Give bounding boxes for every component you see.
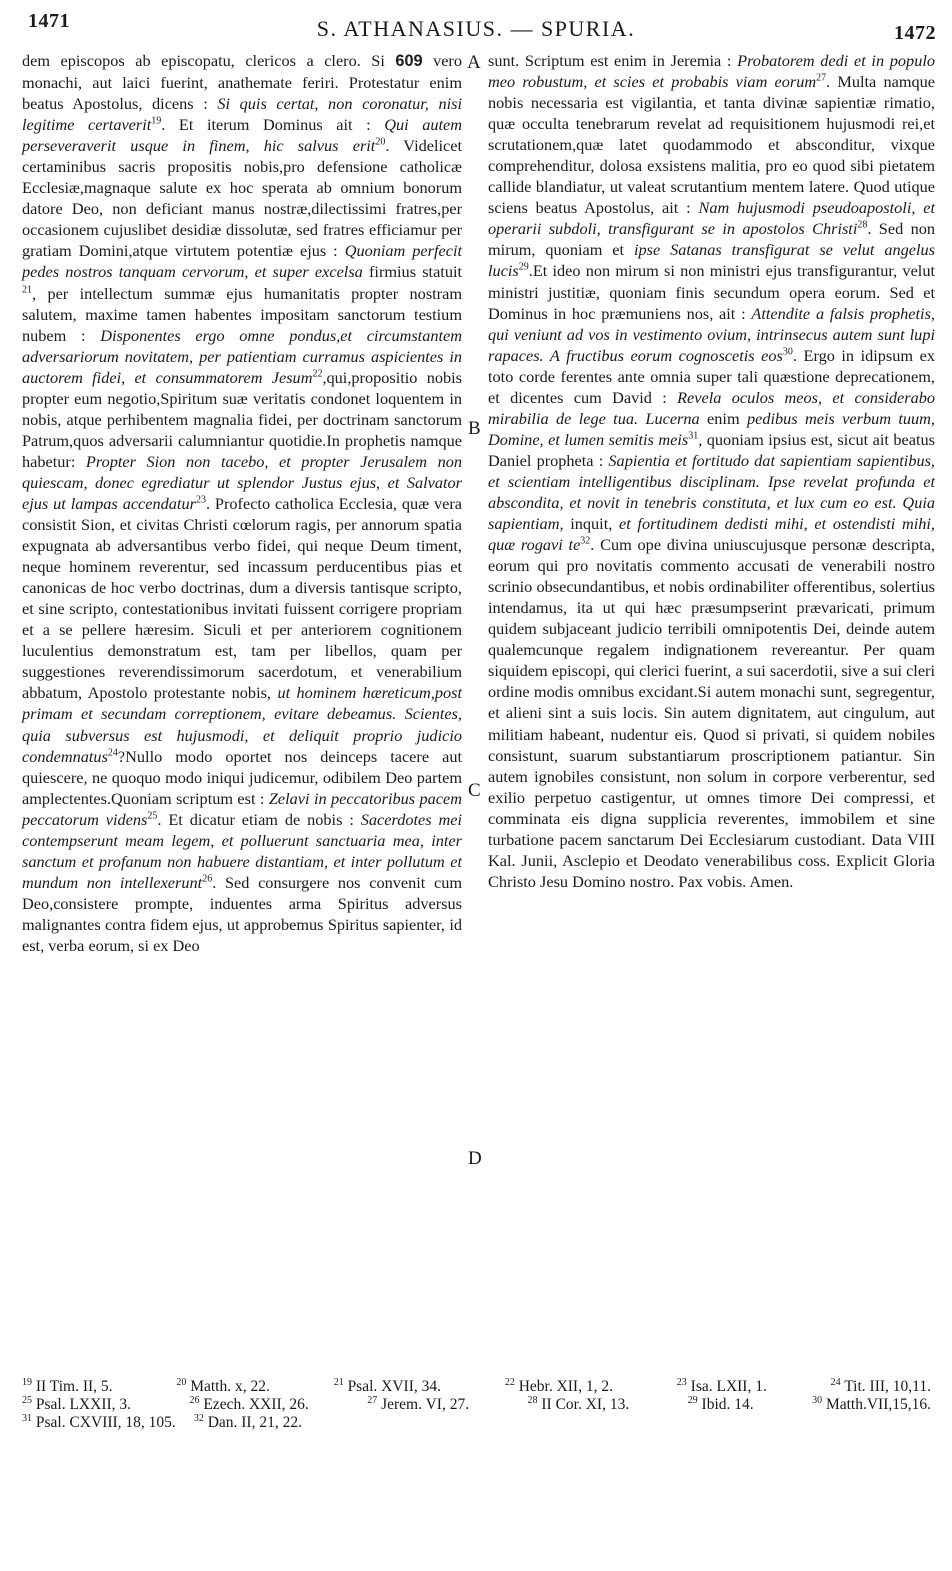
scripture-quote: et fortitudinem dedisti mihi, et ostendisti mihi, quæ rogavi te (488, 514, 935, 555)
body-text: sunt. Scriptum est enim in Jeremia : (488, 51, 738, 70)
body-text: , per intellectum summæ ejus humanitatis propter nostram salutem, maxime tamen habentes impositam sanctorum testium nubem : (22, 283, 462, 345)
scripture-quote: Qui autem perseveraverit usque in finem, hic salvus erit (22, 115, 462, 156)
body-text: . Cum ope divina uniuscujusque personæ descripta, eorum qui pro novitatis commento accusati de venerabili nostro scrinio obsecundantibus, et nobis ordinabiliter offerentibus, solertius intendamus, ita ut qui hæc præsumpserint prævaricati, primum quidem subjaceant judicio terribili omnipotentis Dei, deinde autem qualemcunque regalem indignationem revereantur. Per quam siquidem episcopi, qui clerici fuerint, a sui sacerdotii, sive a sui cleri ordine modis omnibus excidant.Si autem monachi sunt, segregentur, et alieni sint a suis locis. Sin autem dignitatem, aut cingulum, aut militiam habeant, nudentur eis. Quod si privati, si quidem nobiles consistunt, suarum substantiarum proscriptionem patiantur. Sin autem ignobiles consistunt, non solum in corpore verberentur, sed exilio perpetuo castigentur, ut omnes timore Dei compressi, et comminata eis digna supplicia reverentes, immobilem et sine turbatione pacem sanctarum Dei Ecclesiarum custodiant. Data VIII Kal. Junii, Asclepio et Deodato venerabilibus coss. Explicit Gloria Christo Jesu Domino nostro. Pax vobis. Amen. (488, 535, 935, 891)
footnote-citation: Tit. III, 10,11. (840, 1378, 931, 1395)
scripture-quote: Sacerdotes mei contempserunt meam legem, et polluerunt sanctuaria mea, inter sanctum et profanum non habuere distantiam, et inter pollutum et mundum non intellexerunt (22, 809, 462, 892)
footnote (189, 1396, 308, 1414)
body-text: ?Nullo modo oportet nos deinceps tacere aut quiescere, ne quoquo modo iniqui judicemur, odibilem Deo partem amplectentes.Quoniam scriptum est : (22, 746, 462, 808)
footnote (176, 1378, 270, 1396)
right-column-number: 1472 (894, 22, 936, 44)
footnote-number: 26 (189, 1394, 200, 1406)
scripture-quote: Probatorem dedi et in populo meo robustum, et scies et probabis viam eorum (488, 51, 935, 92)
footnote-ref: 21 (22, 284, 32, 296)
footnote-number: 32 (193, 1412, 204, 1424)
body-text: . Profecto catholica Ecclesia, quæ vera consistit Sion, et civitas Christi cœlorum ragis, per annorum spatia expugnata ab adversantibus verbo fidei, qui neque Deum timent, neque hominem reverentur, sed incassum perducentibus pias et canonicas de hoc verbo doctrinas, dum a diversis tantisque scripto, et sine scripto, contestationibus invitati fuissent corrigere propriam et a se pellere hæresim. Siculi et per anteriorem cognitionem luculentius demonstratum est, tam per libellos, quam per suggestiones reverendissimorum sacerdotum, et venerabilium abbatum, Apostolo protestante nobis, (22, 493, 462, 703)
footnote-ref: 22 (312, 368, 323, 380)
footnote-citation: Ibid. 14. (697, 1396, 754, 1413)
footnote-number: 20 (176, 1376, 187, 1388)
scripture-quote: Propter Sion non tacebo, et propter Jerusalem non quiescam, donec egrediatur ut splendor Justus ejus, et Salvator ejus ut lampas accendatur (22, 451, 462, 513)
body-text: .Et ideo non mirum si non ministri ejus transfigurantur, velut ministri justitiæ, quoniam finis secundum opera eorum. Sed et Dominus in hoc præmuniens nos, ait : (488, 261, 935, 323)
footnote-citation: Hebr. XII, 1, 2. (514, 1378, 613, 1395)
footnote (831, 1378, 931, 1396)
footnote-number: 25 (22, 1394, 32, 1406)
footnote-number: 24 (830, 1376, 841, 1388)
scripture-quote: Quoniam perfecit pedes nostros tanquam cervorum, et super excelsa (22, 241, 462, 282)
section-marker-d: D (468, 1148, 482, 1169)
footnote-citation: Isa. LXII, 1. (686, 1378, 767, 1395)
footnote-ref: 29 (518, 262, 529, 274)
footnote-number: 27 (367, 1394, 378, 1406)
body-text: vero monachi, aut laici fuerint, anathemate feriri. Protestatur enim beatus Apostolus, dicens : (22, 51, 462, 114)
body-text: . Multa namque nobis necessaria est vigilantia, et tanta divinæ sapientiæ rimatio, quæ occulta tenebrarum revelat ad requisitionem hujusmodi rei,et scrutationem,quæ latet quodammodo et absconditur, vixque comprehenditur, dolosa exsistens malitia, pro eo quod sibi pietatem callide blandiatur, ut valeat scrutantium mentem latere. Quod utique sciens beatus Apostolus, ait : (488, 72, 936, 218)
footnote (334, 1378, 441, 1396)
scripture-quote: Nam hujusmodi pseudoapostoli, et operarii subdoli, transfigurant se in apostolos Christi (488, 198, 935, 239)
right-text-column (488, 50, 935, 892)
section-marker-a: A (467, 52, 481, 73)
footnote-ref: 28 (857, 219, 868, 231)
footnotes (22, 1378, 937, 1432)
footnote (194, 1414, 302, 1432)
right-column-text (488, 50, 935, 892)
footnote-number: 28 (527, 1394, 538, 1406)
footnote-number: 21 (333, 1376, 344, 1388)
body-text: . Et iterum Dominus ait : (161, 115, 385, 135)
scripture-quote: Attendite a falsis prophetis, qui veniunt ad vos in vestimento ovium, intrinsecus autem sunt lupi rapaces. A fructibus eorum cognoscetis eos (488, 303, 935, 365)
scripture-quote: ipse Satanas transfigurat se velut angelus lucis (488, 240, 936, 281)
footnote-ref: 25 (147, 810, 158, 822)
footnote (22, 1414, 176, 1432)
footnote-ref: 31 (688, 430, 699, 442)
footnote-ref: 27 (816, 72, 827, 84)
left-column-number: 1471 (28, 10, 70, 32)
footnote-citation: Psal. LXXII, 3. (32, 1396, 132, 1413)
footnote-number: 29 (687, 1394, 698, 1406)
left-column-text (22, 50, 462, 956)
footnote-number: 23 (676, 1376, 687, 1388)
original-page-number: 609 (395, 52, 423, 70)
body-text: dem episcopos ab episcopatu, clericos a clero. Si (22, 51, 396, 70)
footnote-number: 30 (812, 1394, 823, 1406)
body-text: . Et dicatur etiam de nobis : (157, 809, 361, 829)
section-marker-b: B (468, 418, 481, 439)
footnote-citation: Psal. CXVIII, 18, 105. (32, 1414, 176, 1431)
footnote-number: 31 (22, 1412, 32, 1424)
footnote-ref: 20 (375, 136, 386, 148)
footnote-number: 22 (504, 1376, 515, 1388)
body-text: . Ergo in idipsum ex toto corde ferentes ante omnia super tali quæstione deprecationem, et dicentes cum David : (488, 345, 935, 407)
footnote-citation: II Tim. II, 5. (32, 1378, 113, 1395)
footnote (22, 1378, 113, 1396)
scripture-quote: Revela oculos meos, et considerabo mirabilia de lege tua. Lucerna (488, 387, 935, 428)
body-text: inquit, (563, 514, 619, 534)
footnote-citation: Ezech. XXII, 26. (199, 1396, 309, 1413)
footnote-citation: Psal. XVII, 34. (343, 1378, 441, 1395)
body-text: . Sed consurgere nos convenit cum Deo,consistere prompte, induentes arma Spiritus adversus malignantes contra fidem ejus, ut approbemus Spiritus sapienter, id est, verba eorum, si ex Deo (22, 872, 463, 955)
footnote (505, 1378, 613, 1396)
body-text: firmius statuit (362, 262, 463, 282)
scripture-quote: Zelavi in peccatoribus pacem peccatorum videns (22, 788, 462, 829)
footnote-ref: 19 (151, 115, 162, 127)
footnote-row (22, 1378, 937, 1396)
scripture-quote: Disponentes ergo omne pondus,et circumstantem adversariorum novitatem, per patientiam curramus aspicientes in auctorem fidei, et consummatorem Jesum (22, 325, 462, 387)
footnote-ref: 30 (782, 346, 793, 358)
left-text-column (22, 50, 462, 956)
footnote (688, 1396, 754, 1414)
footnote-citation: Dan. II, 21, 22. (203, 1414, 302, 1431)
footnote (812, 1396, 931, 1414)
footnote-ref: 24 (107, 747, 118, 759)
footnote (22, 1396, 131, 1414)
page-header (0, 0, 952, 44)
footnote-citation: II Cor. XI, 13. (537, 1396, 630, 1413)
footnote-row (22, 1414, 937, 1432)
scripture-quote: Sapientia et fortitudo dat sapientiam sapientibus, et scientiam intelligentibus disciplinam. Ipse revelat profunda et abscondita, et novit in tenebris constituta, et lux cum eo est. Quia sapientiam, (488, 450, 936, 534)
scripture-quote: Si quis certat, non coronatur, nisi legitime certaverit (22, 94, 463, 135)
section-marker-c: C (468, 780, 481, 801)
footnote (528, 1396, 630, 1414)
footnote-citation: Jerem. VI, 27. (377, 1396, 470, 1413)
body-text: . Sed non mirum, quoniam et (488, 219, 935, 260)
footnote (367, 1396, 469, 1414)
scripture-quote: ut hominem hæreticum,post primam et secundam correptionem, evitare debeamus. Scientes, quia subversus est hujusmodi, et deliquit proprio judicio condemnatus (22, 683, 462, 766)
footnote-number: 19 (22, 1376, 32, 1388)
footnote-ref: 32 (580, 535, 591, 547)
footnote-citation: Matth. x, 22. (186, 1378, 270, 1395)
body-text: . Videlicet certaminibus sacris propositis nobis,pro defensione catholicæ Ecclesiæ,magnaque salute ex hoc sperata ab omnium bonorum datore Deo, non deficiant manus nostræ,dilectissimi fratres,per occasionem cujuslibet desidiæ dissolutæ, sed fratres efficiamur per gratiam Domini,atque virtutem potentiæ ejus : (22, 136, 462, 261)
footnote-row (22, 1396, 937, 1414)
footnote-ref: 23 (195, 494, 206, 506)
footnote (677, 1378, 767, 1396)
scripture-quote: pedibus meis verbum tuum, Domine, et lumen semitis meis (488, 408, 936, 449)
running-head: S. ATHANASIUS. — SPURIA. (316, 16, 636, 41)
footnote-ref: 26 (202, 873, 213, 885)
body-text: enim (699, 408, 747, 428)
body-text: , quoniam ipsius est, sicut ait beatus Daniel propheta : (488, 429, 935, 470)
footnote-citation: Matth.VII,15,16. (822, 1396, 931, 1413)
body-text: ,qui,propositio nobis propter eum negotio,Spiritum suæ veritatis condonet loquentem in nobis, atque perhibentem magnalia fidei, per doctrinam sanctorum Patrum,quos adversarii calumniantur quotidie.In prophetis namque habetur: (22, 367, 462, 471)
